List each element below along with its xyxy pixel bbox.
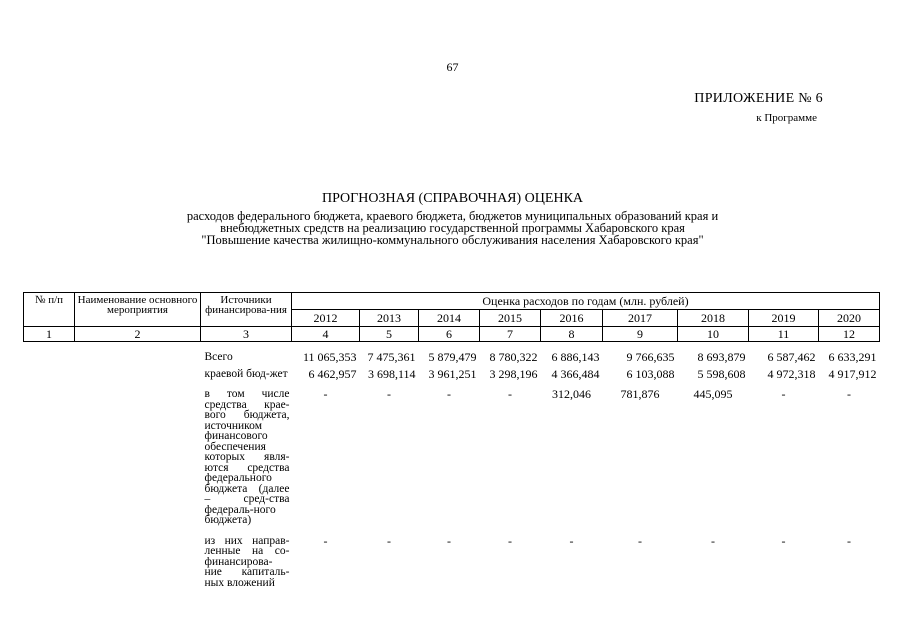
value-cell: 3 298,196 — [489, 366, 538, 381]
appendix-title: ПРИЛОЖЕНИЕ № 6 — [694, 91, 823, 106]
expense-table — [23, 292, 880, 589]
subtitle-line: "Повышение качества жилищно-коммунального обслуживания населения Хабаровского края" — [201, 233, 704, 247]
appendix-subtitle: к Программе — [756, 112, 817, 124]
column-number: 7 — [480, 327, 541, 342]
value-cell: 4 917,912 — [828, 366, 877, 381]
value-cell: 9 766,635 — [626, 350, 675, 364]
value-cell: - — [447, 533, 451, 548]
value-cell: 3 698,114 — [367, 366, 416, 381]
source-cell: в том числе средства крае-вого бюджета, источником финансового обеспечения которых явля-ются средства федерального бюджета (далее – сред-ства федераль-ного бюджета) — [204, 388, 290, 526]
column-number: 2 — [75, 327, 201, 342]
value-cell: - — [447, 387, 451, 401]
document-subtitle — [0, 210, 905, 246]
header-year: 2018 — [678, 310, 749, 327]
value-cell: 5 598,608 — [697, 366, 746, 381]
header-year: 2017 — [603, 310, 678, 327]
value-cell: - — [569, 533, 574, 548]
column-number: 6 — [419, 327, 480, 342]
table-row — [24, 527, 880, 590]
header-year: 2012 — [292, 310, 360, 327]
header-name: Наименование основного мероприятия — [75, 293, 201, 327]
value-cell: 7 475,361 — [367, 350, 416, 364]
column-number: 3 — [201, 327, 292, 342]
value-cell: 11 065,353 — [302, 350, 357, 364]
value-cell: 312,046 — [552, 387, 591, 401]
value-cell: 445,095 — [693, 387, 733, 401]
table-row — [24, 364, 880, 381]
document-title: ПРОГНОЗНАЯ (СПРАВОЧНАЯ) ОЦЕНКА — [321, 191, 584, 206]
value-cell: 4 366,484 — [551, 366, 600, 381]
value-cell: - — [781, 387, 786, 401]
value-cell: - — [711, 533, 715, 548]
value-cell: 3 961,251 — [428, 366, 477, 381]
value-cell: - — [847, 387, 851, 401]
column-number: 10 — [678, 327, 749, 342]
header-num: № п/п — [24, 293, 75, 327]
header-year: 2020 — [819, 310, 880, 327]
value-cell: 6 587,462 — [767, 350, 816, 364]
value-cell: 6 633,291 — [828, 350, 877, 364]
value-cell: 781,876 — [620, 387, 660, 401]
table-row — [24, 350, 880, 364]
value-cell: 8 780,322 — [489, 350, 538, 364]
value-cell: 5 879,479 — [428, 350, 477, 364]
value-cell: - — [508, 533, 512, 548]
table-row — [24, 380, 880, 527]
value-cell: - — [508, 387, 512, 401]
value-cell: - — [387, 387, 391, 401]
header-year: 2019 — [749, 310, 819, 327]
value-cell: 6 103,088 — [626, 366, 675, 381]
value-cell: - — [781, 533, 786, 548]
value-cell: 6 462,957 — [308, 366, 357, 381]
header-year: 2015 — [480, 310, 541, 327]
value-cell: 8 693,879 — [697, 350, 746, 364]
header-year: 2013 — [360, 310, 419, 327]
subtitle-line: расходов федерального бюджета, краевого бюджета, бюджетов муниципальных образований края и — [186, 209, 719, 223]
source-cell: краевой бюд-жет — [204, 367, 288, 380]
column-number: 9 — [603, 327, 678, 342]
value-cell: - — [638, 533, 642, 548]
column-number: 12 — [819, 327, 880, 342]
header-year: 2014 — [419, 310, 480, 327]
header-year: 2016 — [541, 310, 603, 327]
column-number: 11 — [749, 327, 819, 342]
subtitle-line: внебюджетных средств на реализацию государственной программы Хабаровского края — [220, 221, 685, 235]
page-number: 67 — [446, 60, 459, 74]
header-source: Источники финансирова-ния — [201, 293, 292, 327]
column-number: 1 — [24, 327, 75, 342]
value-cell: - — [323, 387, 328, 401]
value-cell: - — [847, 533, 851, 548]
value-cell: - — [323, 533, 328, 548]
value-cell: 4 972,318 — [767, 366, 816, 381]
value-cell: - — [387, 533, 391, 548]
column-number: 8 — [541, 327, 603, 342]
column-number: 4 — [292, 327, 360, 342]
source-cell: Всего — [204, 351, 233, 363]
header-estimate: Оценка расходов по годам (млн. рублей) — [292, 293, 880, 310]
value-cell: 6 886,143 — [551, 350, 600, 364]
source-cell: из них направ-ленные на со-финансирова-ние капиталь-ных вложений — [204, 534, 290, 589]
column-number: 5 — [360, 327, 419, 342]
